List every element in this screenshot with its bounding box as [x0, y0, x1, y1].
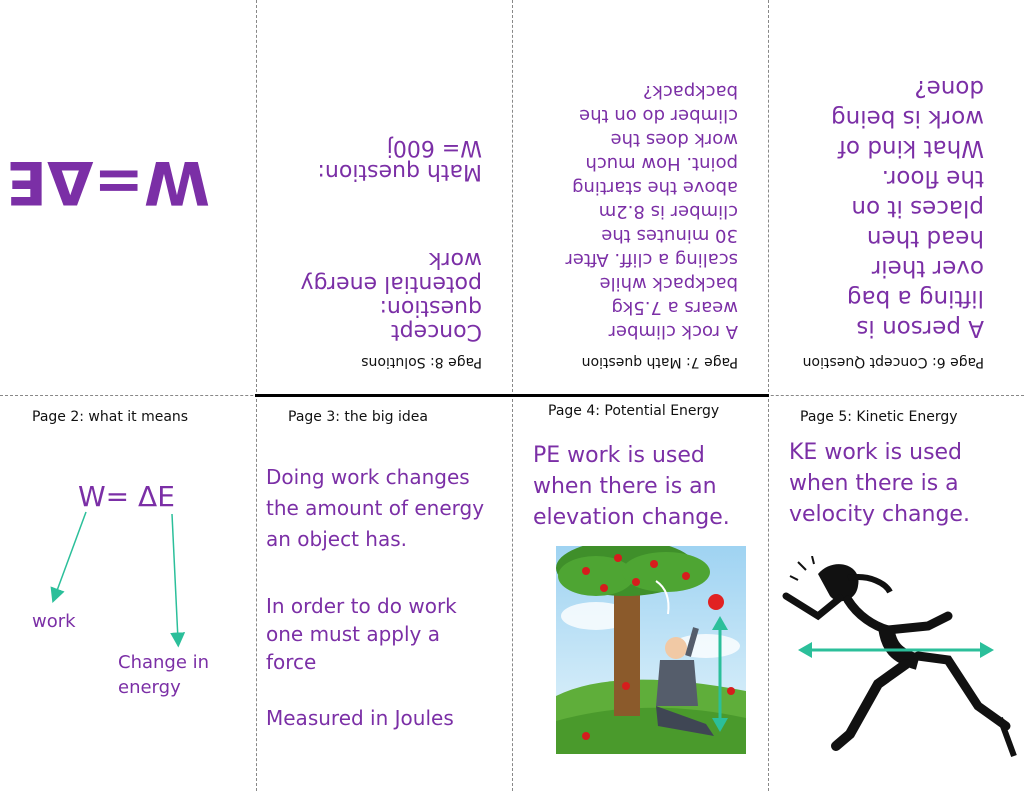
- page-3-header: Page 3: the big idea: [288, 409, 428, 425]
- apple-tree-illustration: [556, 546, 746, 754]
- big-idea-text-2: In order to do work one must apply a force: [266, 594, 457, 674]
- page-8-header: Page 8: Solutions: [361, 354, 482, 370]
- page-2-header: Page 2: what it means: [32, 409, 189, 425]
- page-5-header: Page 5: Kinetic Energy: [800, 409, 958, 425]
- ke-text: KE work is used when there is a velocity change.: [789, 440, 970, 527]
- formula-arrows: [0, 500, 256, 660]
- math-question: A rock climber wears a 7.5kg backpack while scaling a cliff. After 30 minutes the climber is 8.2m above the starting point. How much work does the climber do on the backpack?: [565, 81, 738, 342]
- runner-illustration: [778, 556, 1018, 766]
- big-idea-text-3: Measured in Joules: [266, 706, 454, 730]
- label-change-in-energy: Change in energy: [118, 652, 210, 698]
- cover-formula: W=ΔE: [6, 147, 210, 217]
- formula: W= ΔE: [78, 480, 175, 513]
- math-answer: W= 600j: [386, 135, 482, 160]
- label-work: work: [32, 611, 76, 632]
- big-idea-text-1: Doing work changes the amount of energy an object has.: [266, 465, 485, 551]
- arrow-to-work: [55, 512, 86, 596]
- page-4-header: Page 4: Potential Energy: [548, 403, 720, 419]
- panel-page-8: [256, 0, 512, 395]
- arrow-to-change: [172, 514, 178, 640]
- concept-label: Concept question:: [379, 295, 482, 344]
- panel-formula-cover: [0, 0, 256, 395]
- math-label: Math question:: [317, 159, 482, 184]
- pe-text: PE work is used when there is an elevation change.: [533, 443, 730, 530]
- panel-page-7: [512, 0, 768, 395]
- page-7-header: Page 7: Math question: [581, 354, 738, 370]
- concept-question: A person is lifting a bag over their head then places it on the floor. What kind of work is being done?: [831, 75, 984, 341]
- page-6-header: Page 6: Concept Question: [802, 354, 984, 370]
- panel-page-6: [768, 0, 1024, 395]
- concept-answer: potential energy work: [300, 247, 482, 296]
